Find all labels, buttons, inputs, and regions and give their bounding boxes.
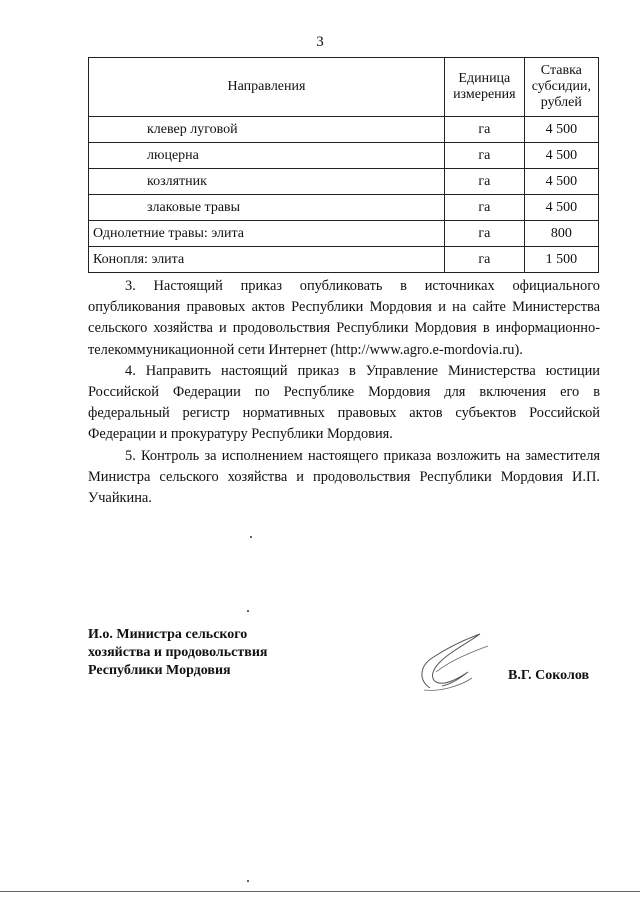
row-rate: 4 500 (524, 117, 598, 143)
row-unit: га (445, 169, 525, 195)
row-direction: злаковые травы (89, 195, 445, 221)
handwritten-signature (400, 628, 500, 698)
row-rate: 800 (524, 221, 598, 247)
page-number: 3 (316, 34, 324, 50)
table-row (89, 143, 599, 169)
row-rate: 4 500 (524, 195, 598, 221)
row-direction: Конопля: элита (89, 247, 445, 273)
row-unit: га (445, 143, 525, 169)
row-direction: клевер луговой (89, 117, 445, 143)
table-row (89, 247, 599, 273)
signatory-title (88, 626, 267, 680)
scan-speck (247, 880, 249, 882)
header-rate: Ставка субсидии, рублей (524, 58, 598, 117)
paragraph-control: 5. Контроль за исполнением настоящего приказа возложить на заместителя Министра сельского хозяйства и продовольствия Республики Мордовия И.П. Учайкина. (88, 447, 600, 507)
header-direction: Направления (89, 58, 445, 117)
subsidy-rates-table (88, 57, 599, 273)
row-unit: га (445, 195, 525, 221)
signatory-title-line: хозяйства и продовольствия (88, 645, 268, 660)
row-rate: 1 500 (524, 247, 598, 273)
order-body (88, 276, 600, 509)
row-direction: Однолетние травы: элита (89, 221, 445, 247)
paragraph-publish: 3. Настоящий приказ опубликовать в источниках официального опубликования правовых актов Республики Мордовия и на сайте Министерства сельского хозяйства и продовольствия Республики Мордовия в информационно-телекоммуникационной сети Интернет (http://www.agro.e-mordovia.ru). (88, 278, 600, 358)
table-row (89, 221, 599, 247)
row-unit: га (445, 221, 525, 247)
signatory-title-line: Республики Мордовия (88, 663, 231, 678)
row-direction: козлятник (89, 169, 445, 195)
header-unit: Единица измерения (445, 58, 525, 117)
scan-edge-line (0, 891, 640, 892)
row-unit: га (445, 247, 525, 273)
scan-speck (247, 610, 249, 612)
table-row (89, 117, 599, 143)
scan-speck (250, 536, 252, 538)
signatory-name: В.Г. Соколов (508, 668, 590, 683)
paragraph-send-to-justice: 4. Направить настоящий приказ в Управление Министерства юстиции Российской Федерации по Республике Мордовия для включения его в федеральный регистр нормативных правовых актов субъектов Российской Федерации и прокуратуру Республики Мордовия. (88, 362, 600, 443)
row-direction: люцерна (89, 143, 445, 169)
table-row (89, 195, 599, 221)
table-row (89, 169, 599, 195)
signatory-title-line: И.о. Министра сельского (88, 627, 248, 642)
row-unit: га (445, 117, 525, 143)
row-rate: 4 500 (524, 143, 598, 169)
row-rate: 4 500 (524, 169, 598, 195)
table-header-row (89, 58, 599, 117)
